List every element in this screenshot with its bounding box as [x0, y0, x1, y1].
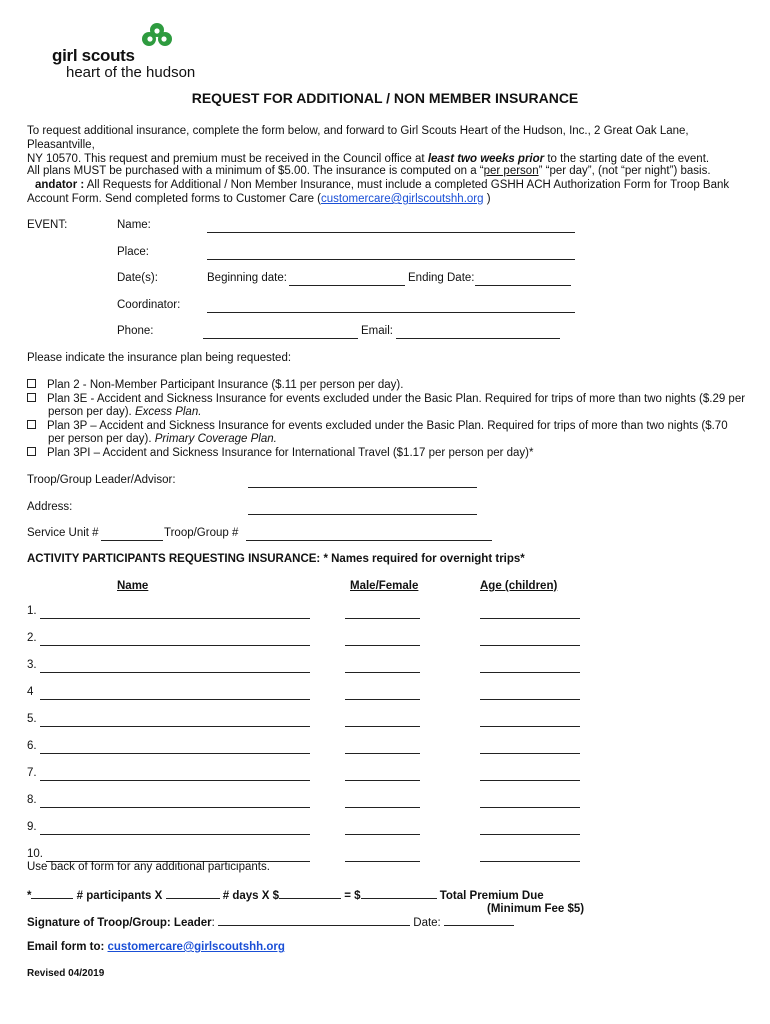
- event-place-field[interactable]: [207, 249, 575, 260]
- row-number: 6.: [27, 740, 37, 752]
- plans-note: [27, 164, 755, 206]
- service-unit-label: Service Unit #: [27, 527, 99, 539]
- beginning-date-label: Beginning date:: [207, 272, 287, 284]
- total-premium-field[interactable]: [361, 888, 437, 899]
- participant-name-field[interactable]: [40, 608, 310, 619]
- checkbox-icon[interactable]: [27, 379, 36, 388]
- send-note: Account Form. Send completed forms to Customer Care (customercare@girlscoutshh.org ): [27, 193, 491, 205]
- participant-sex-field[interactable]: [345, 716, 420, 727]
- email-form-row: Email form to: customercare@girlscoutshh.org: [27, 941, 285, 953]
- row-number: 10.: [27, 848, 43, 860]
- signature-row: Signature of Troop/Group: Leader: Date:: [27, 915, 514, 929]
- checkbox-icon[interactable]: [27, 420, 36, 429]
- back-note: Use back of form for any additional participants.: [27, 861, 270, 873]
- checkbox-icon[interactable]: [27, 393, 36, 402]
- participant-sex-field[interactable]: [345, 824, 420, 835]
- row-number: 9.: [27, 821, 37, 833]
- col-sex-header: Male/Female: [350, 580, 419, 592]
- minimum-fee: (Minimum Fee $5): [487, 903, 585, 915]
- participant-sex-field[interactable]: [345, 851, 420, 862]
- participant-age-field[interactable]: [480, 851, 580, 862]
- plan-3e-cont: person per day). Excess Plan.: [48, 406, 202, 418]
- address-field[interactable]: [248, 504, 477, 515]
- ending-date-label: Ending Date:: [408, 272, 475, 284]
- plan-3pi-option[interactable]: Plan 3PI – Accident and Sickness Insurance for International Travel ($1.17 per person per day)*: [27, 447, 755, 461]
- col-age-header: Age (children): [480, 580, 558, 592]
- plan-3p-cont: per person per day). Primary Coverage Plan.: [48, 433, 277, 445]
- checkbox-icon[interactable]: [27, 447, 36, 456]
- email-label: Email:: [361, 325, 393, 337]
- participant-name-field[interactable]: [40, 824, 310, 835]
- customer-care-email-link[interactable]: customercare@girlscoutshh.org: [321, 193, 484, 205]
- minimum-note: All plans MUST be purchased with a minimum of $5.00. The insurance is computed on a “per person” “per day”, (not “per night”) basis.: [27, 165, 711, 177]
- phone-label: Phone:: [117, 325, 154, 337]
- row-number: 3.: [27, 659, 37, 671]
- troop-group-field[interactable]: [246, 530, 492, 541]
- event-dates-label: Date(s):: [117, 272, 158, 284]
- logo-name: girl scouts: [52, 46, 135, 65]
- event-place-label: Place:: [117, 246, 149, 258]
- participant-age-field[interactable]: [480, 608, 580, 619]
- plan-3p-option[interactable]: Plan 3P – Accident and Sickness Insurance for events excluded under the Basic Plan. Required for trips of more than two nights ($.70: [27, 420, 755, 434]
- participant-age-field[interactable]: [480, 716, 580, 727]
- form-title: REQUEST FOR ADDITIONAL / NON MEMBER INSURANCE: [191, 90, 579, 106]
- participant-age-field[interactable]: [480, 635, 580, 646]
- participant-sex-field[interactable]: [345, 743, 420, 754]
- col-name-header: Name: [117, 580, 149, 592]
- ending-date-field[interactable]: [475, 275, 571, 286]
- trefoil-icon: [140, 22, 174, 48]
- intro-line-2: NY 10570. This request and premium must be received in the Council office at least two weeks prior to the starting date of the event.: [27, 153, 710, 165]
- plan-list: [27, 379, 755, 460]
- participant-name-field[interactable]: [40, 716, 310, 727]
- participant-age-field[interactable]: [480, 662, 580, 673]
- participants-heading: ACTIVITY PARTICIPANTS REQUESTING INSURANCE: * Names required for overnight trips*: [27, 553, 525, 565]
- total-participants-field[interactable]: [31, 888, 73, 899]
- mandatory-note: andator : All Requests for Additional / Non Member Insurance, must include a completed GSHH ACH Authorization Form for Troop Bank: [35, 179, 730, 191]
- participant-age-field[interactable]: [480, 797, 580, 808]
- coordinator-label: Coordinator:: [117, 299, 181, 311]
- event-label: EVENT:: [27, 219, 68, 231]
- revised-note: Revised 04/2019: [27, 968, 105, 979]
- plan-3e-option[interactable]: Plan 3E - Accident and Sickness Insurance for events excluded under the Basic Plan. Required for trips of more than two nights ($.29 per: [27, 393, 755, 407]
- event-name-field[interactable]: [207, 222, 575, 233]
- participant-sex-field[interactable]: [345, 797, 420, 808]
- troop-leader-label: Troop/Group Leader/Advisor:: [27, 474, 176, 486]
- beginning-date-field[interactable]: [289, 275, 405, 286]
- troop-leader-field[interactable]: [248, 477, 477, 488]
- participant-age-field[interactable]: [480, 824, 580, 835]
- phone-field[interactable]: [203, 328, 358, 339]
- signature-label: Signature of Troop/Group: Leader: [27, 917, 212, 929]
- participant-age-field[interactable]: [480, 689, 580, 700]
- participant-name-field[interactable]: [40, 797, 310, 808]
- plan-2-option[interactable]: Plan 2 - Non-Member Participant Insurance ($.11 per person per day).: [27, 379, 755, 393]
- row-number: 1.: [27, 605, 37, 617]
- rate-field[interactable]: [279, 888, 341, 899]
- participant-sex-field[interactable]: [345, 689, 420, 700]
- logo-subtitle: heart of the hudson: [66, 64, 196, 81]
- row-number: 8.: [27, 794, 37, 806]
- girl-scouts-logo: [52, 22, 222, 82]
- participant-name-field[interactable]: [40, 743, 310, 754]
- service-unit-field[interactable]: [101, 530, 163, 541]
- participant-name-field[interactable]: [40, 770, 310, 781]
- intro-line-1: To request additional insurance, complete the form below, and forward to Girl Scouts Heart of the Hudson, Inc., 2 Great Oak Lane, Pleasantville,: [27, 125, 689, 151]
- intro-paragraph: [27, 124, 755, 166]
- row-number: 5.: [27, 713, 37, 725]
- signature-field[interactable]: [218, 915, 410, 926]
- participant-sex-field[interactable]: [345, 770, 420, 781]
- row-number: 2.: [27, 632, 37, 644]
- participant-sex-field[interactable]: [345, 662, 420, 673]
- plan-prompt: Please indicate the insurance plan being requested:: [27, 352, 292, 364]
- coordinator-field[interactable]: [207, 302, 575, 313]
- participant-sex-field[interactable]: [345, 608, 420, 619]
- participant-name-field[interactable]: [40, 635, 310, 646]
- signature-date-label: Date:: [413, 917, 441, 929]
- email-form-link[interactable]: customercare@girlscoutshh.org: [107, 941, 285, 953]
- totals-row: * # participants X # days X $ = $ Total Premium Due: [27, 890, 544, 902]
- participant-name-field[interactable]: [40, 689, 310, 700]
- participant-sex-field[interactable]: [345, 635, 420, 646]
- participant-name-field[interactable]: [40, 662, 310, 673]
- address-label: Address:: [27, 501, 73, 513]
- row-number: 7.: [27, 767, 37, 779]
- signature-date-field[interactable]: [444, 915, 514, 926]
- total-days-field[interactable]: [166, 888, 220, 899]
- event-name-label: Name:: [117, 219, 151, 231]
- participant-age-field[interactable]: [480, 743, 580, 754]
- row-number: 4: [27, 686, 34, 698]
- troop-group-label: Troop/Group #: [164, 527, 239, 539]
- email-field[interactable]: [396, 328, 560, 339]
- participant-age-field[interactable]: [480, 770, 580, 781]
